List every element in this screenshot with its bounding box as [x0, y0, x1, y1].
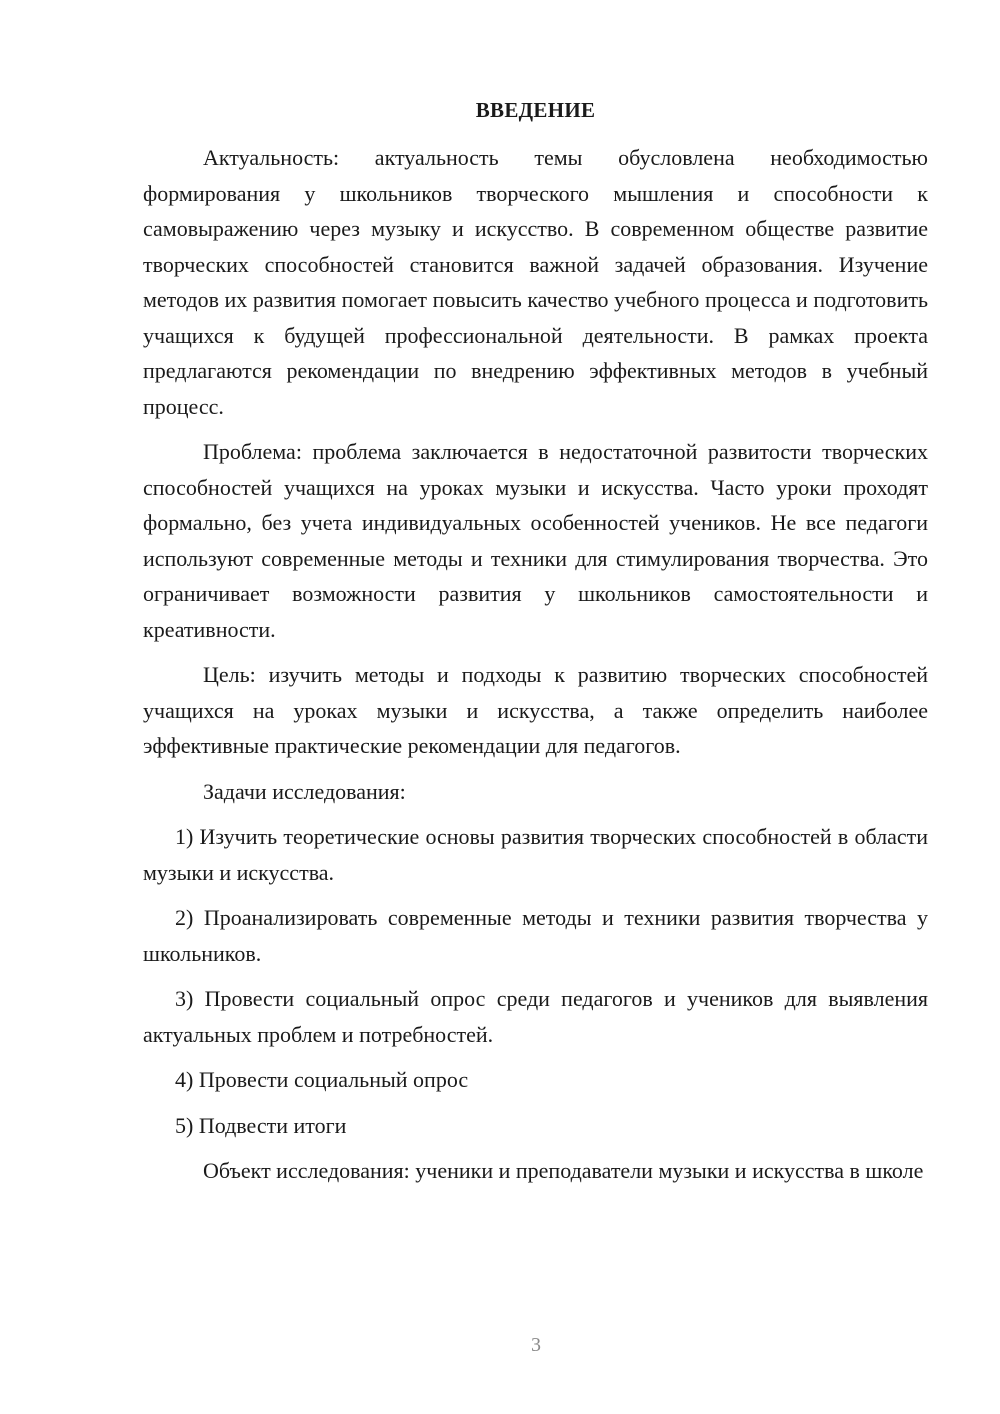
task-item: 5) Подвести итоги	[175, 1112, 347, 1138]
document-page	[143, 95, 928, 1199]
task-item: 4) Провести социальный опрос	[175, 1067, 469, 1092]
relevance-paragraph: Актуальность: актуальность темы обусловлена необходимостью формирования у школьников творческого мышления и способности к самовыражению через музыку и искусство. В современном обществе развитие творческих способностей становится важной задачей образования. Изучение методов их развития помогает повысить качество учебного процесса и подготовить учащихся к будущей профессиональной деятельности. В рамках проекта предлагаются рекомендации по внедрению эффективных методов в учебный процесс.	[143, 145, 928, 419]
tasks-list	[143, 819, 928, 1143]
object-paragraph: Объект исследования: ученики и преподаватели музыки и искусства в школе	[203, 1158, 924, 1183]
task-item: 2) Проанализировать современные методы и техники развития творчества у школьников.	[143, 905, 928, 966]
section-title: ВВЕДЕНИЕ	[475, 98, 596, 122]
tasks-heading: Задачи исследования:	[203, 778, 406, 804]
goal-paragraph: Цель: изучить методы и подходы к развитию творческих способностей учащихся на уроках музыки и искусства, а также определить наиболее эффективные практические рекомендации для педагогов.	[143, 662, 928, 758]
problem-paragraph: Проблема: проблема заключается в недостаточной развитости творческих способностей учащихся на уроках музыки и искусства. Часто уроки проходят формально, без учета индивидуальных особенностей учеников. Не все педагоги используют современные методы и техники для стимулирования творчества. Это ограничивает возможности развития у школьников самостоятельности и креативности.	[143, 439, 928, 642]
page-number: 3	[531, 1334, 541, 1356]
task-item: 3) Провести социальный опрос среди педагогов и учеников для выявления актуальных проблем и потребностей.	[143, 986, 928, 1047]
task-item: 1) Изучить теоретические основы развития творческих способностей в области музыки и искусства.	[143, 824, 928, 885]
